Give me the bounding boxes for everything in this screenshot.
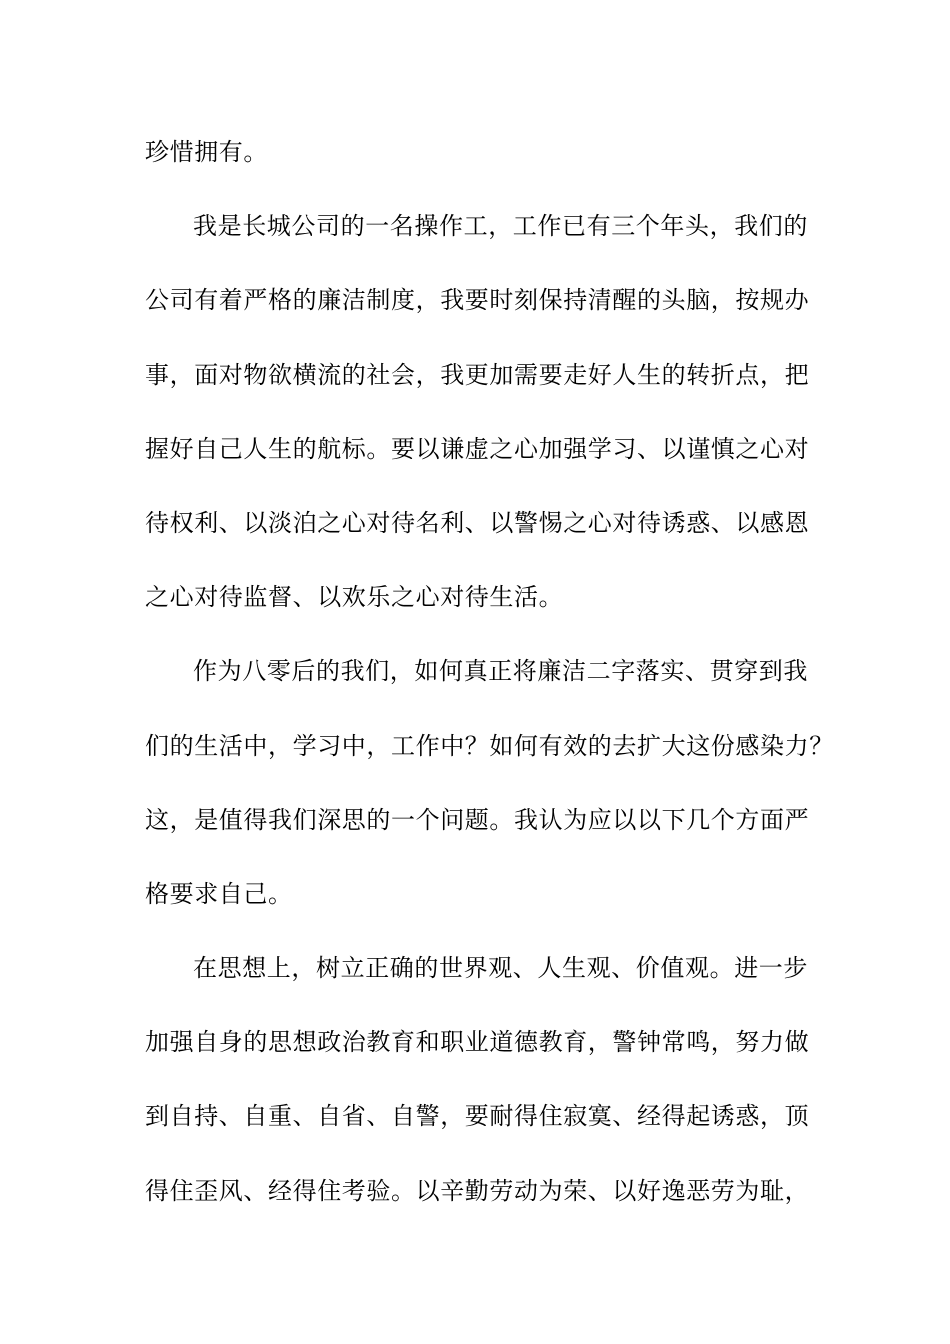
text-line: 之心对待监督、以欢乐之心对待生活。: [145, 583, 564, 612]
text-line: 加强自身的思想政治教育和职业道德教育，警钟常鸣，努力做: [145, 1028, 810, 1057]
text-line: 珍惜拥有。: [145, 138, 268, 166]
text-line: 事，面对物欲横流的社会，我更加需要走好人生的转折点，把: [145, 360, 810, 389]
text-line: 这，是值得我们深思的一个问题。我认为应以以下几个方面严: [145, 805, 810, 834]
text-line: 待权利、以淡泊之心对待名利、以警惕之心对待诱惑、以感恩: [145, 508, 810, 537]
text-line: 格要求自己。: [145, 879, 293, 908]
paragraph-first-line: 我是长城公司的一名操作工，工作已有三个年头，我们的: [193, 212, 808, 241]
text-line: 得住歪风、经得住考验。以辛勤劳动为荣、以好逸恶劳为耻，: [145, 1176, 810, 1205]
text-line: 到自持、自重、自省、自警，要耐得住寂寞、经得起诱惑，顶: [145, 1102, 810, 1131]
document-body: [145, 128, 845, 1241]
text-line: 公司有着严格的廉洁制度，我要时刻保持清醒的头脑，按规办: [145, 286, 810, 315]
paragraph-first-line: 作为八零后的我们，如何真正将廉洁二字落实、贯穿到我: [193, 657, 808, 686]
text-line: 握好自己人生的航标。要以谦虚之心加强学习、以谨慎之心对: [145, 434, 810, 463]
paragraph-first-line: 在思想上，树立正确的世界观、人生观、价值观。进一步: [193, 954, 808, 983]
text-line: 们的生活中，学习中，工作中？如何有效的去扩大这份感染力？: [145, 731, 834, 760]
